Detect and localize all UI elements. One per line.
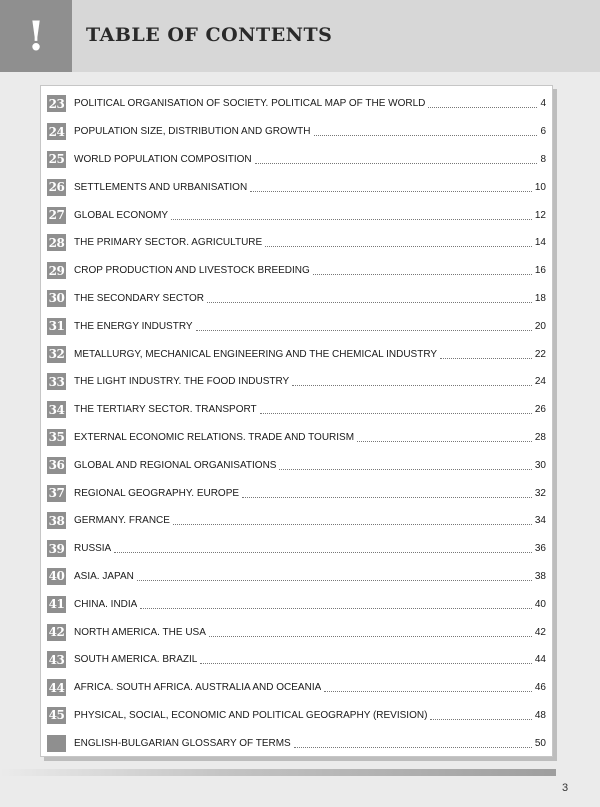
lesson-number-badge: 42 xyxy=(48,625,65,640)
toc-entry-page: 8 xyxy=(540,153,546,165)
dot-leader xyxy=(255,153,538,164)
toc-entry[interactable] xyxy=(47,424,546,452)
toc-entry-page: 6 xyxy=(540,126,546,138)
lesson-number-badge: 25 xyxy=(48,152,65,167)
toc-entry-page: 4 xyxy=(540,98,546,110)
dot-leader xyxy=(137,570,532,581)
lesson-number-badge: 28 xyxy=(48,235,65,250)
toc-entry-page: 36 xyxy=(534,543,546,555)
toc-entry[interactable] xyxy=(47,285,546,313)
toc-entry[interactable] xyxy=(47,702,546,730)
toc-entry-page: 10 xyxy=(534,181,546,193)
lesson-number-badge: 38 xyxy=(48,513,65,528)
dot-leader xyxy=(260,403,532,414)
toc-entry[interactable] xyxy=(47,618,546,646)
toc-entry-title: EXTERNAL ECONOMIC RELATIONS. TRADE AND TOURISM xyxy=(74,431,355,443)
lesson-number-badge: 32 xyxy=(48,347,65,362)
toc-entry-title: THE PRIMARY SECTOR. AGRICULTURE xyxy=(74,237,263,249)
toc-entry[interactable] xyxy=(47,507,546,535)
toc-entry-title: SOUTH AMERICA. BRAZIL xyxy=(74,654,198,666)
toc-entry-title: GLOBAL AND REGIONAL ORGANISATIONS xyxy=(74,459,277,471)
toc-entry-title: THE SECONDARY SECTOR xyxy=(74,292,205,304)
toc-entry-title: POLITICAL ORGANISATION OF SOCIETY. POLITICAL MAP OF THE WORLD xyxy=(74,98,426,110)
toc-entry-page: 44 xyxy=(534,654,546,666)
lesson-number-badge: 39 xyxy=(48,541,65,556)
toc-entry-title: AFRICA. SOUTH AFRICA. AUSTRALIA AND OCEANIA xyxy=(74,682,322,694)
toc-entry-title: THE LIGHT INDUSTRY. THE FOOD INDUSTRY xyxy=(74,376,290,388)
toc-entry-title: GERMANY. FRANCE xyxy=(74,515,170,527)
toc-entry-title: GLOBAL ECONOMY xyxy=(74,209,169,221)
toc-entry[interactable] xyxy=(47,312,546,340)
toc-entry-title: METALLURGY, MECHANICAL ENGINEERING AND THE CHEMICAL INDUSTRY xyxy=(74,348,438,360)
dot-leader xyxy=(171,209,532,220)
lesson-number-badge: 24 xyxy=(48,124,65,139)
toc-entry-page: 48 xyxy=(534,709,546,721)
toc-entry-page: 28 xyxy=(534,431,546,443)
dot-leader xyxy=(294,737,532,748)
toc-entry[interactable] xyxy=(47,729,546,757)
dot-leader xyxy=(114,542,532,553)
toc-entry[interactable] xyxy=(47,257,546,285)
toc-entry-page: 50 xyxy=(534,737,546,749)
lesson-number-badge: 45 xyxy=(48,708,65,723)
toc-entry[interactable] xyxy=(47,118,546,146)
toc-entry[interactable] xyxy=(47,674,546,702)
dot-leader xyxy=(140,598,532,609)
toc-entry-title: POPULATION SIZE, DISTRIBUTION AND GROWTH xyxy=(74,126,311,138)
lesson-number-badge: 44 xyxy=(48,680,65,695)
dot-leader xyxy=(292,375,532,386)
dot-leader xyxy=(209,626,532,637)
toc-entry-title: NORTH AMERICA. THE USA xyxy=(74,626,206,638)
toc-entry[interactable] xyxy=(47,563,546,591)
lesson-number-badge: 34 xyxy=(48,402,65,417)
toc-entry-title: REGIONAL GEOGRAPHY. EUROPE xyxy=(74,487,240,499)
dot-leader xyxy=(279,459,531,470)
dot-leader xyxy=(430,709,531,720)
toc-entry-page: 30 xyxy=(534,459,546,471)
lesson-number-badge: 41 xyxy=(48,597,65,612)
exclamation-icon: ! xyxy=(0,0,72,72)
toc-entry-page: 34 xyxy=(534,515,546,527)
lesson-number-badge xyxy=(47,735,66,752)
toc-entry-page: 22 xyxy=(534,348,546,360)
dot-leader xyxy=(440,348,532,359)
dot-leader xyxy=(200,653,532,664)
toc-entry-page: 40 xyxy=(534,598,546,610)
toc-entry-page: 42 xyxy=(534,626,546,638)
lesson-number-badge: 37 xyxy=(48,486,65,501)
page-header xyxy=(0,0,600,72)
toc-entry[interactable] xyxy=(47,396,546,424)
toc-entry-title: ASIA. JAPAN xyxy=(74,570,134,582)
toc-entry-title: CHINA. INDIA xyxy=(74,598,138,610)
dot-leader xyxy=(207,292,532,303)
page-number: 3 xyxy=(562,782,569,794)
toc-entry[interactable] xyxy=(47,451,546,479)
dot-leader xyxy=(265,236,532,247)
toc-entry-title: SETTLEMENTS AND URBANISATION xyxy=(74,181,248,193)
toc-panel xyxy=(40,85,553,757)
toc-entry-page: 24 xyxy=(534,376,546,388)
lesson-number-badge: 33 xyxy=(48,374,65,389)
toc-entry[interactable] xyxy=(47,90,546,118)
toc-entry-title: ENGLISH-BULGARIAN GLOSSARY OF TERMS xyxy=(74,737,291,749)
dot-leader xyxy=(242,487,532,498)
lesson-number-badge: 40 xyxy=(48,569,65,584)
toc-entry-page: 18 xyxy=(534,292,546,304)
toc-entry[interactable] xyxy=(47,590,546,618)
toc-list xyxy=(47,90,546,757)
toc-entry[interactable] xyxy=(47,479,546,507)
dot-leader xyxy=(173,514,532,525)
toc-entry[interactable] xyxy=(47,173,546,201)
lesson-number-badge: 43 xyxy=(48,652,65,667)
toc-entry-page: 12 xyxy=(534,209,546,221)
lesson-number-badge: 35 xyxy=(48,430,65,445)
lesson-number-badge: 27 xyxy=(48,208,65,223)
toc-entry-title: RUSSIA xyxy=(74,543,112,555)
dot-leader xyxy=(314,125,538,136)
dot-leader xyxy=(324,681,532,692)
toc-entry[interactable] xyxy=(47,146,546,174)
toc-entry-title: CROP PRODUCTION AND LIVESTOCK BREEDING xyxy=(74,265,310,277)
toc-entry-page: 26 xyxy=(534,404,546,416)
toc-entry[interactable] xyxy=(47,201,546,229)
toc-entry[interactable] xyxy=(47,229,546,257)
toc-entry-page: 46 xyxy=(534,682,546,694)
toc-entry-page: 14 xyxy=(534,237,546,249)
lesson-number-badge: 30 xyxy=(48,291,65,306)
toc-entry-title: THE ENERGY INDUSTRY xyxy=(74,320,193,332)
toc-entry-page: 32 xyxy=(534,487,546,499)
toc-entry-title: PHYSICAL, SOCIAL, ECONOMIC AND POLITICAL GEOGRAPHY (REVISION) xyxy=(74,709,428,721)
dot-leader xyxy=(357,431,532,442)
lesson-number-badge: 29 xyxy=(48,263,65,278)
dot-leader xyxy=(313,264,532,275)
toc-entry[interactable] xyxy=(47,646,546,674)
toc-entry-title: WORLD POPULATION COMPOSITION xyxy=(74,153,252,165)
dot-leader xyxy=(250,181,532,192)
lesson-number-badge: 26 xyxy=(48,180,65,195)
page-title: TABLE OF CONTENTS xyxy=(86,24,333,46)
toc-entry-title: THE TERTIARY SECTOR. TRANSPORT xyxy=(74,404,257,416)
footer-bar xyxy=(0,769,556,776)
dot-leader xyxy=(428,97,537,108)
lesson-number-badge: 23 xyxy=(48,96,65,111)
dot-leader xyxy=(196,320,532,331)
toc-entry-page: 38 xyxy=(534,570,546,582)
toc-entry[interactable] xyxy=(47,340,546,368)
toc-entry[interactable] xyxy=(47,368,546,396)
lesson-number-badge: 31 xyxy=(48,319,65,334)
toc-entry-page: 20 xyxy=(534,320,546,332)
toc-entry[interactable] xyxy=(47,535,546,563)
lesson-number-badge: 36 xyxy=(48,458,65,473)
toc-entry-page: 16 xyxy=(534,265,546,277)
